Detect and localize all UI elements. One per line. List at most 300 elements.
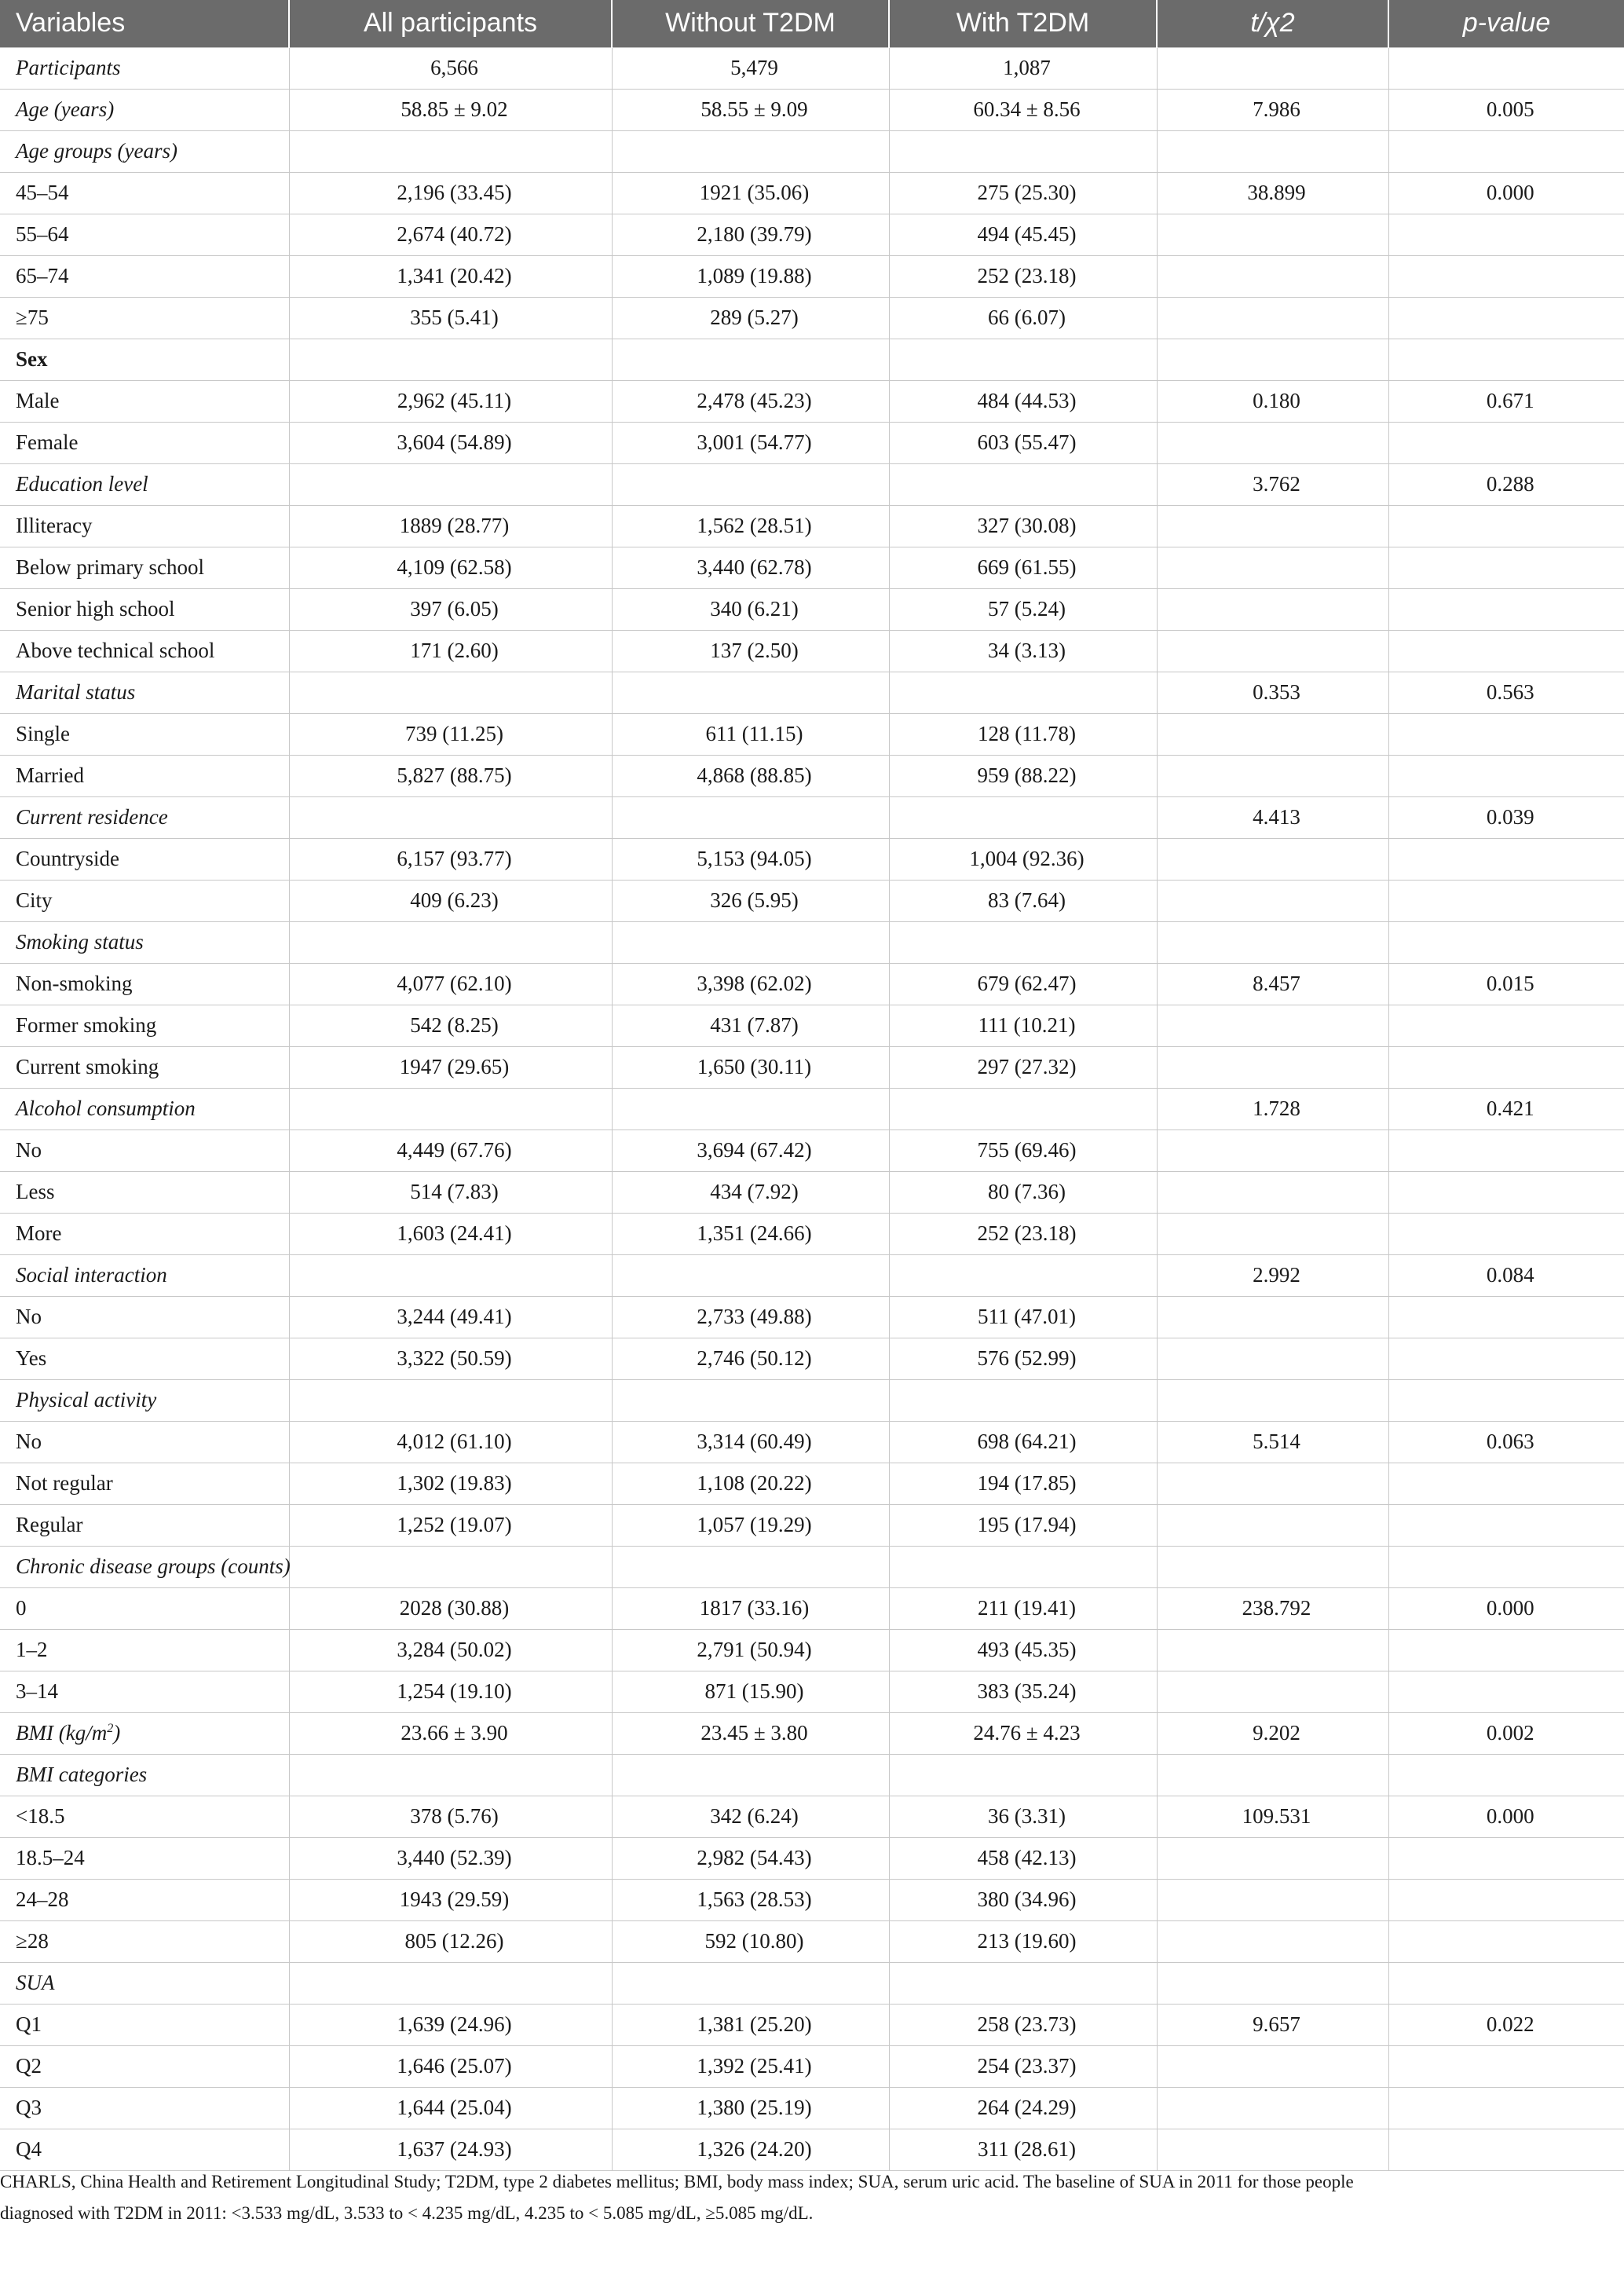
cell-variable: City: [0, 880, 289, 921]
cell-variable: Participants: [0, 47, 289, 89]
cell-all-participants: 2,674 (40.72): [289, 214, 612, 255]
table-row: [0, 1171, 1624, 1213]
cell-with-t2dm: 254 (23.37): [889, 2045, 1157, 2087]
cell-variable: 3–14: [0, 1671, 289, 1712]
cell-without-t2dm: 1,562 (28.51): [612, 505, 889, 547]
cell-without-t2dm: [612, 1379, 889, 1421]
cell-test-statistic: 9.657: [1157, 2004, 1388, 2045]
table-section-row: [0, 47, 1624, 89]
cell-test-statistic: [1157, 505, 1388, 547]
cell-test-statistic: [1157, 1338, 1388, 1379]
table-section-row: [0, 463, 1624, 505]
cell-p-value: [1388, 1005, 1624, 1046]
cell-all-participants: [289, 463, 612, 505]
cell-with-t2dm: 34 (3.13): [889, 630, 1157, 672]
cell-without-t2dm: 1,381 (25.20): [612, 2004, 889, 2045]
cell-all-participants: 1,639 (24.96): [289, 2004, 612, 2045]
cell-all-participants: 2028 (30.88): [289, 1587, 612, 1629]
cell-without-t2dm: 137 (2.50): [612, 630, 889, 672]
cell-test-statistic: [1157, 1463, 1388, 1504]
table-row: [0, 630, 1624, 672]
table-row: [0, 1296, 1624, 1338]
cell-p-value: [1388, 1463, 1624, 1504]
cell-test-statistic: [1157, 1629, 1388, 1671]
cell-without-t2dm: [612, 1962, 889, 2004]
cell-variable: Current smoking: [0, 1046, 289, 1088]
cell-p-value: 0.015: [1388, 963, 1624, 1005]
cell-test-statistic: [1157, 1171, 1388, 1213]
cell-without-t2dm: [612, 1546, 889, 1587]
table-row: [0, 1046, 1624, 1088]
cell-with-t2dm: 111 (10.21): [889, 1005, 1157, 1046]
cell-variable: Non-smoking: [0, 963, 289, 1005]
table-row: [0, 1796, 1624, 1837]
cell-without-t2dm: 5,479: [612, 47, 889, 89]
cell-with-t2dm: 458 (42.13): [889, 1837, 1157, 1879]
cell-without-t2dm: [612, 463, 889, 505]
cell-variable: Not regular: [0, 1463, 289, 1504]
cell-without-t2dm: 3,398 (62.02): [612, 963, 889, 1005]
cell-without-t2dm: 289 (5.27): [612, 297, 889, 339]
header-p-value: [1388, 0, 1624, 47]
cell-without-t2dm: 1,380 (25.19): [612, 2087, 889, 2129]
table-row: [0, 2087, 1624, 2129]
table-row: [0, 1879, 1624, 1920]
cell-variable: Education level: [0, 463, 289, 505]
cell-all-participants: [289, 1754, 612, 1796]
cell-p-value: [1388, 1213, 1624, 1254]
cell-p-value: [1388, 422, 1624, 463]
cell-variable: Below primary school: [0, 547, 289, 588]
cell-without-t2dm: 1,650 (30.11): [612, 1046, 889, 1088]
cell-with-t2dm: 24.76 ± 4.23: [889, 1712, 1157, 1754]
cell-all-participants: 3,284 (50.02): [289, 1629, 612, 1671]
table-row: [0, 1130, 1624, 1171]
cell-all-participants: 1,254 (19.10): [289, 1671, 612, 1712]
cell-with-t2dm: [889, 1754, 1157, 1796]
cell-test-statistic: 0.180: [1157, 380, 1388, 422]
cell-without-t2dm: 1,108 (20.22): [612, 1463, 889, 1504]
cell-without-t2dm: 2,478 (45.23): [612, 380, 889, 422]
table-row: [0, 1338, 1624, 1379]
table-row: [0, 2129, 1624, 2170]
cell-p-value: [1388, 630, 1624, 672]
cell-without-t2dm: 871 (15.90): [612, 1671, 889, 1712]
cell-all-participants: 378 (5.76): [289, 1796, 612, 1837]
cell-without-t2dm: 3,440 (62.78): [612, 547, 889, 588]
cell-without-t2dm: [612, 672, 889, 713]
cell-with-t2dm: 252 (23.18): [889, 1213, 1157, 1254]
cell-p-value: [1388, 588, 1624, 630]
table-footnote: [0, 2166, 1624, 2229]
table-section-row: [0, 1712, 1624, 1754]
cell-test-statistic: [1157, 755, 1388, 796]
cell-variable: Q2: [0, 2045, 289, 2087]
cell-with-t2dm: 80 (7.36): [889, 1171, 1157, 1213]
cell-with-t2dm: 1,004 (92.36): [889, 838, 1157, 880]
table-row: [0, 838, 1624, 880]
cell-test-statistic: [1157, 297, 1388, 339]
cell-all-participants: 542 (8.25): [289, 1005, 612, 1046]
cell-without-t2dm: 1,057 (19.29): [612, 1504, 889, 1546]
header-all-participants: All participants: [289, 0, 612, 47]
cell-test-statistic: 238.792: [1157, 1587, 1388, 1629]
cell-with-t2dm: [889, 1379, 1157, 1421]
cell-p-value: [1388, 339, 1624, 380]
cell-variable: 1–2: [0, 1629, 289, 1671]
cell-without-t2dm: [612, 796, 889, 838]
table-row: [0, 2045, 1624, 2087]
cell-all-participants: 6,157 (93.77): [289, 838, 612, 880]
cell-with-t2dm: 1,087: [889, 47, 1157, 89]
cell-variable: Female: [0, 422, 289, 463]
table-section-row: [0, 1962, 1624, 2004]
cell-without-t2dm: 326 (5.95): [612, 880, 889, 921]
table-row: [0, 547, 1624, 588]
cell-with-t2dm: 576 (52.99): [889, 1338, 1157, 1379]
table-section-row: [0, 1546, 1624, 1587]
cell-p-value: [1388, 1296, 1624, 1338]
cell-all-participants: 3,244 (49.41): [289, 1296, 612, 1338]
cell-without-t2dm: 340 (6.21): [612, 588, 889, 630]
cell-variable: Senior high school: [0, 588, 289, 630]
cell-with-t2dm: 755 (69.46): [889, 1130, 1157, 1171]
cell-without-t2dm: 1,326 (24.20): [612, 2129, 889, 2170]
cell-p-value: [1388, 1171, 1624, 1213]
cell-all-participants: [289, 1379, 612, 1421]
cell-all-participants: 1,644 (25.04): [289, 2087, 612, 2129]
header-test-statistic: t/χ2: [1157, 0, 1388, 47]
cell-test-statistic: [1157, 1005, 1388, 1046]
cell-all-participants: 409 (6.23): [289, 880, 612, 921]
cell-variable: BMI $(kg/m^2)$: [0, 1712, 289, 1754]
cell-with-t2dm: [889, 921, 1157, 963]
cell-with-t2dm: 603 (55.47): [889, 422, 1157, 463]
cell-p-value: [1388, 47, 1624, 89]
cell-variable: SUA: [0, 1962, 289, 2004]
cell-test-statistic: 38.899: [1157, 172, 1388, 214]
cell-variable: Age groups (years): [0, 130, 289, 172]
cell-all-participants: 1889 (28.77): [289, 505, 612, 547]
table-body: [0, 47, 1624, 2170]
cell-test-statistic: [1157, 130, 1388, 172]
cell-without-t2dm: 1,089 (19.88): [612, 255, 889, 297]
table-row: [0, 1504, 1624, 1546]
cell-all-participants: 805 (12.26): [289, 1920, 612, 1962]
table-row: [0, 422, 1624, 463]
cell-test-statistic: 2.992: [1157, 1254, 1388, 1296]
cell-test-statistic: [1157, 47, 1388, 89]
cell-test-statistic: [1157, 422, 1388, 463]
cell-p-value: [1388, 1504, 1624, 1546]
cell-without-t2dm: [612, 1254, 889, 1296]
cell-all-participants: 1,302 (19.83): [289, 1463, 612, 1504]
cell-with-t2dm: 959 (88.22): [889, 755, 1157, 796]
header-row: [0, 0, 1624, 47]
cell-with-t2dm: 297 (27.32): [889, 1046, 1157, 1088]
cell-without-t2dm: 434 (7.92): [612, 1171, 889, 1213]
cell-with-t2dm: [889, 1088, 1157, 1130]
table-row: [0, 1421, 1624, 1463]
cell-variable: Chronic disease groups (counts): [0, 1546, 289, 1587]
cell-variable: Social interaction: [0, 1254, 289, 1296]
cell-without-t2dm: 431 (7.87): [612, 1005, 889, 1046]
cell-with-t2dm: 679 (62.47): [889, 963, 1157, 1005]
cell-without-t2dm: 1,392 (25.41): [612, 2045, 889, 2087]
cell-with-t2dm: 669 (61.55): [889, 547, 1157, 588]
cell-test-statistic: 9.202: [1157, 1712, 1388, 1754]
table-row: [0, 172, 1624, 214]
table-section-row: [0, 339, 1624, 380]
table-row: [0, 755, 1624, 796]
cell-without-t2dm: [612, 130, 889, 172]
cell-test-statistic: 5.514: [1157, 1421, 1388, 1463]
cell-test-statistic: 4.413: [1157, 796, 1388, 838]
table-section-row: [0, 1254, 1624, 1296]
cell-with-t2dm: [889, 672, 1157, 713]
cell-all-participants: 2,962 (45.11): [289, 380, 612, 422]
cell-all-participants: 58.85 ± 9.02: [289, 89, 612, 130]
cell-all-participants: 4,012 (61.10): [289, 1421, 612, 1463]
table-row: [0, 1837, 1624, 1879]
table-section-row: [0, 130, 1624, 172]
cell-all-participants: [289, 1254, 612, 1296]
cell-variable: 0: [0, 1587, 289, 1629]
cell-all-participants: 23.66 ± 3.90: [289, 1712, 612, 1754]
cell-test-statistic: 7.986: [1157, 89, 1388, 130]
cell-test-statistic: [1157, 838, 1388, 880]
cell-p-value: [1388, 755, 1624, 796]
cell-without-t2dm: 3,694 (67.42): [612, 1130, 889, 1171]
cell-variable: Married: [0, 755, 289, 796]
table-row: [0, 297, 1624, 339]
cell-with-t2dm: 493 (45.35): [889, 1629, 1157, 1671]
cell-with-t2dm: [889, 1254, 1157, 1296]
cell-all-participants: 4,449 (67.76): [289, 1130, 612, 1171]
cell-all-participants: [289, 1088, 612, 1130]
cell-p-value: [1388, 1629, 1624, 1671]
table-row: [0, 1587, 1624, 1629]
table-header: [0, 0, 1624, 47]
cell-p-value: 0.002: [1388, 1712, 1624, 1754]
cell-all-participants: 5,827 (88.75): [289, 755, 612, 796]
cell-with-t2dm: 311 (28.61): [889, 2129, 1157, 2170]
cell-variable: Q1: [0, 2004, 289, 2045]
table-row: [0, 1629, 1624, 1671]
cell-variable: 65–74: [0, 255, 289, 297]
cell-p-value: [1388, 1962, 1624, 2004]
table-row: [0, 1005, 1624, 1046]
cell-variable: <18.5: [0, 1796, 289, 1837]
cell-test-statistic: [1157, 880, 1388, 921]
cell-variable: Age (years): [0, 89, 289, 130]
cell-all-participants: 514 (7.83): [289, 1171, 612, 1213]
table-section-row: [0, 1379, 1624, 1421]
cell-p-value: 0.421: [1388, 1088, 1624, 1130]
table-row: [0, 1463, 1624, 1504]
table-row: [0, 380, 1624, 422]
cell-variable: No: [0, 1296, 289, 1338]
cell-test-statistic: [1157, 1879, 1388, 1920]
footnote-line-1: CHARLS, China Health and Retirement Longitudinal Study; T2DM, type 2 diabetes mellitus; BMI, body mass index; SUA, serum uric acid. The baseline of SUA in 2011 for those people: [0, 2172, 1354, 2191]
cell-all-participants: 4,077 (62.10): [289, 963, 612, 1005]
table-row: [0, 880, 1624, 921]
cell-p-value: 0.039: [1388, 796, 1624, 838]
cell-all-participants: 6,566: [289, 47, 612, 89]
cell-all-participants: [289, 130, 612, 172]
cell-variable: Illiteracy: [0, 505, 289, 547]
header-with-t2dm: With T2DM: [889, 0, 1157, 47]
cell-variable: Less: [0, 1171, 289, 1213]
cell-test-statistic: [1157, 1546, 1388, 1587]
cell-all-participants: 3,604 (54.89): [289, 422, 612, 463]
table-row: [0, 505, 1624, 547]
cell-test-statistic: [1157, 2087, 1388, 2129]
table-row: [0, 1671, 1624, 1712]
cell-test-statistic: [1157, 2129, 1388, 2170]
header-variables: Variables: [0, 0, 289, 47]
table-section-row: [0, 672, 1624, 713]
cell-p-value: [1388, 1920, 1624, 1962]
cell-test-statistic: 109.531: [1157, 1796, 1388, 1837]
cell-test-statistic: [1157, 547, 1388, 588]
table-row: [0, 255, 1624, 297]
cell-p-value: [1388, 1879, 1624, 1920]
cell-all-participants: 397 (6.05): [289, 588, 612, 630]
cell-test-statistic: [1157, 339, 1388, 380]
cell-with-t2dm: 194 (17.85): [889, 1463, 1157, 1504]
cell-p-value: [1388, 505, 1624, 547]
cell-test-statistic: [1157, 588, 1388, 630]
cell-variable: Alcohol consumption: [0, 1088, 289, 1130]
cell-with-t2dm: 252 (23.18): [889, 255, 1157, 297]
cell-all-participants: 3,322 (50.59): [289, 1338, 612, 1379]
cell-test-statistic: [1157, 214, 1388, 255]
cell-with-t2dm: 484 (44.53): [889, 380, 1157, 422]
cell-test-statistic: [1157, 630, 1388, 672]
header-p-value-label: p-value: [1462, 8, 1551, 38]
cell-variable: 18.5–24: [0, 1837, 289, 1879]
cell-test-statistic: [1157, 1296, 1388, 1338]
cell-with-t2dm: 195 (17.94): [889, 1504, 1157, 1546]
cell-test-statistic: [1157, 1504, 1388, 1546]
cell-test-statistic: [1157, 921, 1388, 963]
cell-p-value: 0.022: [1388, 2004, 1624, 2045]
cell-test-statistic: [1157, 1962, 1388, 2004]
cell-variable: Regular: [0, 1504, 289, 1546]
table-section-row: [0, 796, 1624, 838]
cell-test-statistic: 0.353: [1157, 672, 1388, 713]
cell-p-value: 0.288: [1388, 463, 1624, 505]
cell-p-value: [1388, 214, 1624, 255]
table-row: [0, 1920, 1624, 1962]
cell-p-value: 0.000: [1388, 1587, 1624, 1629]
cell-with-t2dm: 128 (11.78): [889, 713, 1157, 755]
cell-test-statistic: [1157, 1130, 1388, 1171]
footnote-line-2: diagnosed with T2DM in 2011: <3.533 mg/dL, 3.533 to < 4.235 mg/dL, 4.235 to < 5.085 mg/dL, ≥5.085 mg/dL.: [0, 2203, 814, 2223]
cell-p-value: [1388, 297, 1624, 339]
cell-p-value: [1388, 1379, 1624, 1421]
cell-variable: ≥28: [0, 1920, 289, 1962]
cell-variable: BMI categories: [0, 1754, 289, 1796]
cell-variable: Smoking status: [0, 921, 289, 963]
cell-p-value: [1388, 1338, 1624, 1379]
cell-p-value: [1388, 880, 1624, 921]
cell-all-participants: 739 (11.25): [289, 713, 612, 755]
cell-all-participants: [289, 672, 612, 713]
cell-all-participants: 1,603 (24.41): [289, 1213, 612, 1254]
cell-all-participants: 1,341 (20.42): [289, 255, 612, 297]
cell-test-statistic: 1.728: [1157, 1088, 1388, 1130]
cell-without-t2dm: [612, 921, 889, 963]
cell-all-participants: 1947 (29.65): [289, 1046, 612, 1088]
cell-p-value: [1388, 838, 1624, 880]
cell-test-statistic: [1157, 713, 1388, 755]
cell-with-t2dm: [889, 339, 1157, 380]
cell-test-statistic: 8.457: [1157, 963, 1388, 1005]
cell-with-t2dm: [889, 1962, 1157, 2004]
cell-all-participants: 3,440 (52.39): [289, 1837, 612, 1879]
cell-p-value: [1388, 2087, 1624, 2129]
cell-without-t2dm: 342 (6.24): [612, 1796, 889, 1837]
table-row: [0, 963, 1624, 1005]
cell-with-t2dm: [889, 130, 1157, 172]
cell-without-t2dm: 4,868 (88.85): [612, 755, 889, 796]
cell-all-participants: 171 (2.60): [289, 630, 612, 672]
cell-with-t2dm: 698 (64.21): [889, 1421, 1157, 1463]
table-row: [0, 588, 1624, 630]
cell-variable: Q3: [0, 2087, 289, 2129]
cell-all-participants: 4,109 (62.58): [289, 547, 612, 588]
cell-without-t2dm: 3,001 (54.77): [612, 422, 889, 463]
cell-all-participants: [289, 796, 612, 838]
cell-without-t2dm: 5,153 (94.05): [612, 838, 889, 880]
cell-p-value: [1388, 1754, 1624, 1796]
cell-variable: Above technical school: [0, 630, 289, 672]
cell-all-participants: 1,637 (24.93): [289, 2129, 612, 2170]
table-section-row: [0, 921, 1624, 963]
cell-with-t2dm: 66 (6.07): [889, 297, 1157, 339]
cell-test-statistic: [1157, 1213, 1388, 1254]
cell-with-t2dm: [889, 463, 1157, 505]
cell-variable: Sex: [0, 339, 289, 380]
cell-all-participants: [289, 1546, 612, 1587]
cell-without-t2dm: 3,314 (60.49): [612, 1421, 889, 1463]
cell-p-value: [1388, 2045, 1624, 2087]
cell-with-t2dm: 57 (5.24): [889, 588, 1157, 630]
cell-test-statistic: [1157, 255, 1388, 297]
cell-without-t2dm: 2,180 (39.79): [612, 214, 889, 255]
cell-p-value: [1388, 713, 1624, 755]
cell-without-t2dm: 2,746 (50.12): [612, 1338, 889, 1379]
cell-without-t2dm: [612, 1088, 889, 1130]
cell-variable: Yes: [0, 1338, 289, 1379]
cell-all-participants: 2,196 (33.45): [289, 172, 612, 214]
cell-p-value: 0.063: [1388, 1421, 1624, 1463]
cell-variable: No: [0, 1130, 289, 1171]
cell-without-t2dm: 2,733 (49.88): [612, 1296, 889, 1338]
cell-test-statistic: 3.762: [1157, 463, 1388, 505]
cell-p-value: [1388, 1130, 1624, 1171]
cell-with-t2dm: 380 (34.96): [889, 1879, 1157, 1920]
cell-with-t2dm: 327 (30.08): [889, 505, 1157, 547]
cell-all-participants: 1,252 (19.07): [289, 1504, 612, 1546]
cell-without-t2dm: 58.55 ± 9.09: [612, 89, 889, 130]
cell-with-t2dm: [889, 1546, 1157, 1587]
cell-with-t2dm: 383 (35.24): [889, 1671, 1157, 1712]
cell-variable: Current residence: [0, 796, 289, 838]
cell-p-value: [1388, 1837, 1624, 1879]
